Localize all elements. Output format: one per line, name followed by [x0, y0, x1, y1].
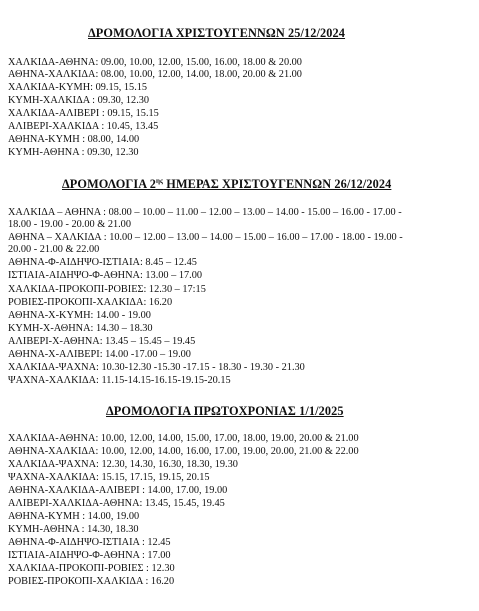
schedule-line: ΡΟΒΙΕΣ-ΠΡΟΚΟΠΙ-ΧΑΛΚΙΔΑ : 16.20 [8, 576, 175, 587]
schedule-line: ΑΘΗΝΑ-Χ-ΚΥΜΗ: 14.00 - 19.00 [8, 310, 151, 321]
schedule-line: ΚΥΜΗ-ΑΘΗΝΑ : 09.30, 12.30 [8, 147, 139, 158]
schedule-line: ΑΛΙΒΕΡΙ-Χ-ΑΘΗΝΑ: 13.45 – 15.45 – 19.45 [8, 336, 196, 347]
schedule-line: ΑΛΙΒΕΡΙ-ΧΑΛΚΙΔΑ : 10.45, 13.45 [8, 121, 159, 132]
schedule-line: ΧΑΛΚΙΔΑ – ΑΘΗΝΑ : 08.00 – 10.00 – 11.00 – 12.00 – 13.00 – 14.00 - 15.00 – 16.00 - 17.00 - [8, 207, 402, 218]
schedule-line: ΑΘΗΝΑ-ΚΥΜΗ : 14.00, 19.00 [8, 511, 140, 522]
schedule-line: 20.00 - 21.00 & 22.00 [8, 244, 100, 255]
section-title-second-day [62, 177, 391, 192]
schedule-line: ΑΘΗΝΑ-ΚΥΜΗ : 08.00, 14.00 [8, 134, 140, 145]
section-title-new-year: ΔΡΟΜΟΛΟΓΙΑ ΠΡΩΤΟΧΡΟΝΙΑΣ 1/1/2025 [106, 404, 344, 418]
schedule-line: ΧΑΛΚΙΔΑ-ΨΑΧΝΑ: 12.30, 14.30, 16.30, 18.30, 19.30 [8, 459, 238, 470]
schedule-line: ΧΑΛΚΙΔΑ-ΑΛΙΒΕΡΙ : 09.15, 15.15 [8, 108, 159, 119]
schedule-line: ΧΑΛΚΙΔΑ-ΑΘΗΝΑ: 10.00, 12.00, 14.00, 15.00, 17.00, 18.00, 19.00, 20.00 & 21.00 [8, 433, 359, 444]
schedule-line: ΨΑΧΝΑ-ΧΑΛΚΙΔΑ: 15.15, 17.15, 19.15, 20.15 [8, 472, 210, 483]
schedule-line: ΙΣΤΙΑΙΑ-ΑΙΔΗΨΟ-Φ-ΑΘΗΝΑ: 13.00 – 17.00 [8, 270, 203, 281]
schedule-line: ΑΘΗΝΑ-ΧΑΛΚΙΔΑ: 08.00, 10.00, 12.00, 14.00, 18.00, 20.00 & 21.00 [8, 69, 302, 80]
section-title-christmas: ΔΡΟΜΟΛΟΓΙΑ ΧΡΙΣΤΟΥΓΕΝΝΩΝ 25/12/2024 [88, 26, 346, 40]
schedule-line: ΚΥΜΗ-ΑΘΗΝΑ : 14.30, 18.30 [8, 524, 139, 535]
schedule-line: ΚΥΜΗ-Χ-ΑΘΗΝΑ: 14.30 – 18.30 [8, 323, 153, 334]
schedule-line: 18.00 - 19.00 - 20.00 & 21.00 [8, 219, 131, 230]
schedule-line: ΑΘΗΝΑ-ΧΑΛΚΙΔΑ-ΑΛΙΒΕΡΙ : 14.00, 17.00, 19.00 [8, 485, 228, 496]
schedule-line: ΧΑΛΚΙΔΑ-ΠΡΟΚΟΠΙ-ΡΟΒΙΕΣ: 12.30 – 17:15 [8, 284, 206, 295]
schedule-line: ΧΑΛΚΙΔΑ-ΨΑΧΝΑ: 10.30-12.30 -15.30 -17.15 - 18.30 - 19.30 - 21.30 [8, 362, 305, 373]
section-title-suffix: ΗΜΕΡΑΣ ΧΡΙΣΤΟΥΓΕΝΝΩΝ 26/12/2024 [163, 177, 392, 191]
schedule-line: ΑΘΗΝΑ-Φ-ΑΙΔΗΨΟ-ΙΣΤΙΑΙΑ : 12.45 [8, 537, 171, 548]
schedule-line: ΑΘΗΝΑ – ΧΑΛΚΙΔΑ : 10.00 – 12.00 – 13.00 – 14.00 – 15.00 – 16.00 – 17.00 - 18.00 - 19.00 - [8, 232, 403, 243]
schedule-line: ΑΘΗΝΑ-Φ-ΑΙΔΗΨΟ-ΙΣΤΙΑΙΑ: 8.45 – 12.45 [8, 257, 197, 268]
schedule-line: ΚΥΜΗ-ΧΑΛΚΙΔΑ : 09.30, 12.30 [8, 95, 150, 106]
schedule-line: ΑΘΗΝΑ-ΧΑΛΚΙΔΑ: 10.00, 12.00, 14.00, 16.00, 17.00, 19.00, 20.00, 21.00 & 22.00 [8, 446, 359, 457]
section-title-prefix: ΔΡΟΜΟΛΟΓΙΑ 2 [62, 177, 156, 191]
schedule-line: ΧΑΛΚΙΔΑ-ΚΥΜΗ: 09.15, 15.15 [8, 82, 148, 93]
schedule-line: ΑΘΗΝΑ-Χ-ΑΛΙΒΕΡΙ: 14.00 -17.00 – 19.00 [8, 349, 191, 360]
section-title-superscript: ης [155, 176, 164, 185]
schedule-line: ΧΑΛΚΙΔΑ-ΑΘΗΝΑ: 09.00, 10.00, 12.00, 15.00, 16.00, 18.00 & 20.00 [8, 57, 302, 68]
schedule-line: ΙΣΤΙΑΙΑ-ΑΙΔΗΨΟ-Φ-ΑΘΗΝΑ : 17.00 [8, 550, 171, 561]
schedule-line: ΨΑΧΝΑ-ΧΑΛΚΙΔΑ: 11.15-14.15-16.15-19.15-20.15 [8, 375, 231, 386]
schedule-line: ΧΑΛΚΙΔΑ-ΠΡΟΚΟΠΙ-ΡΟΒΙΕΣ : 12.30 [8, 563, 175, 574]
schedule-line: ΑΛΙΒΕΡΙ-ΧΑΛΚΙΔΑ-ΑΘΗΝΑ: 13.45, 15.45, 19.45 [8, 498, 225, 509]
schedule-line: ΡΟΒΙΕΣ-ΠΡΟΚΟΠΙ-ΧΑΛΚΙΔΑ: 16.20 [8, 297, 173, 308]
